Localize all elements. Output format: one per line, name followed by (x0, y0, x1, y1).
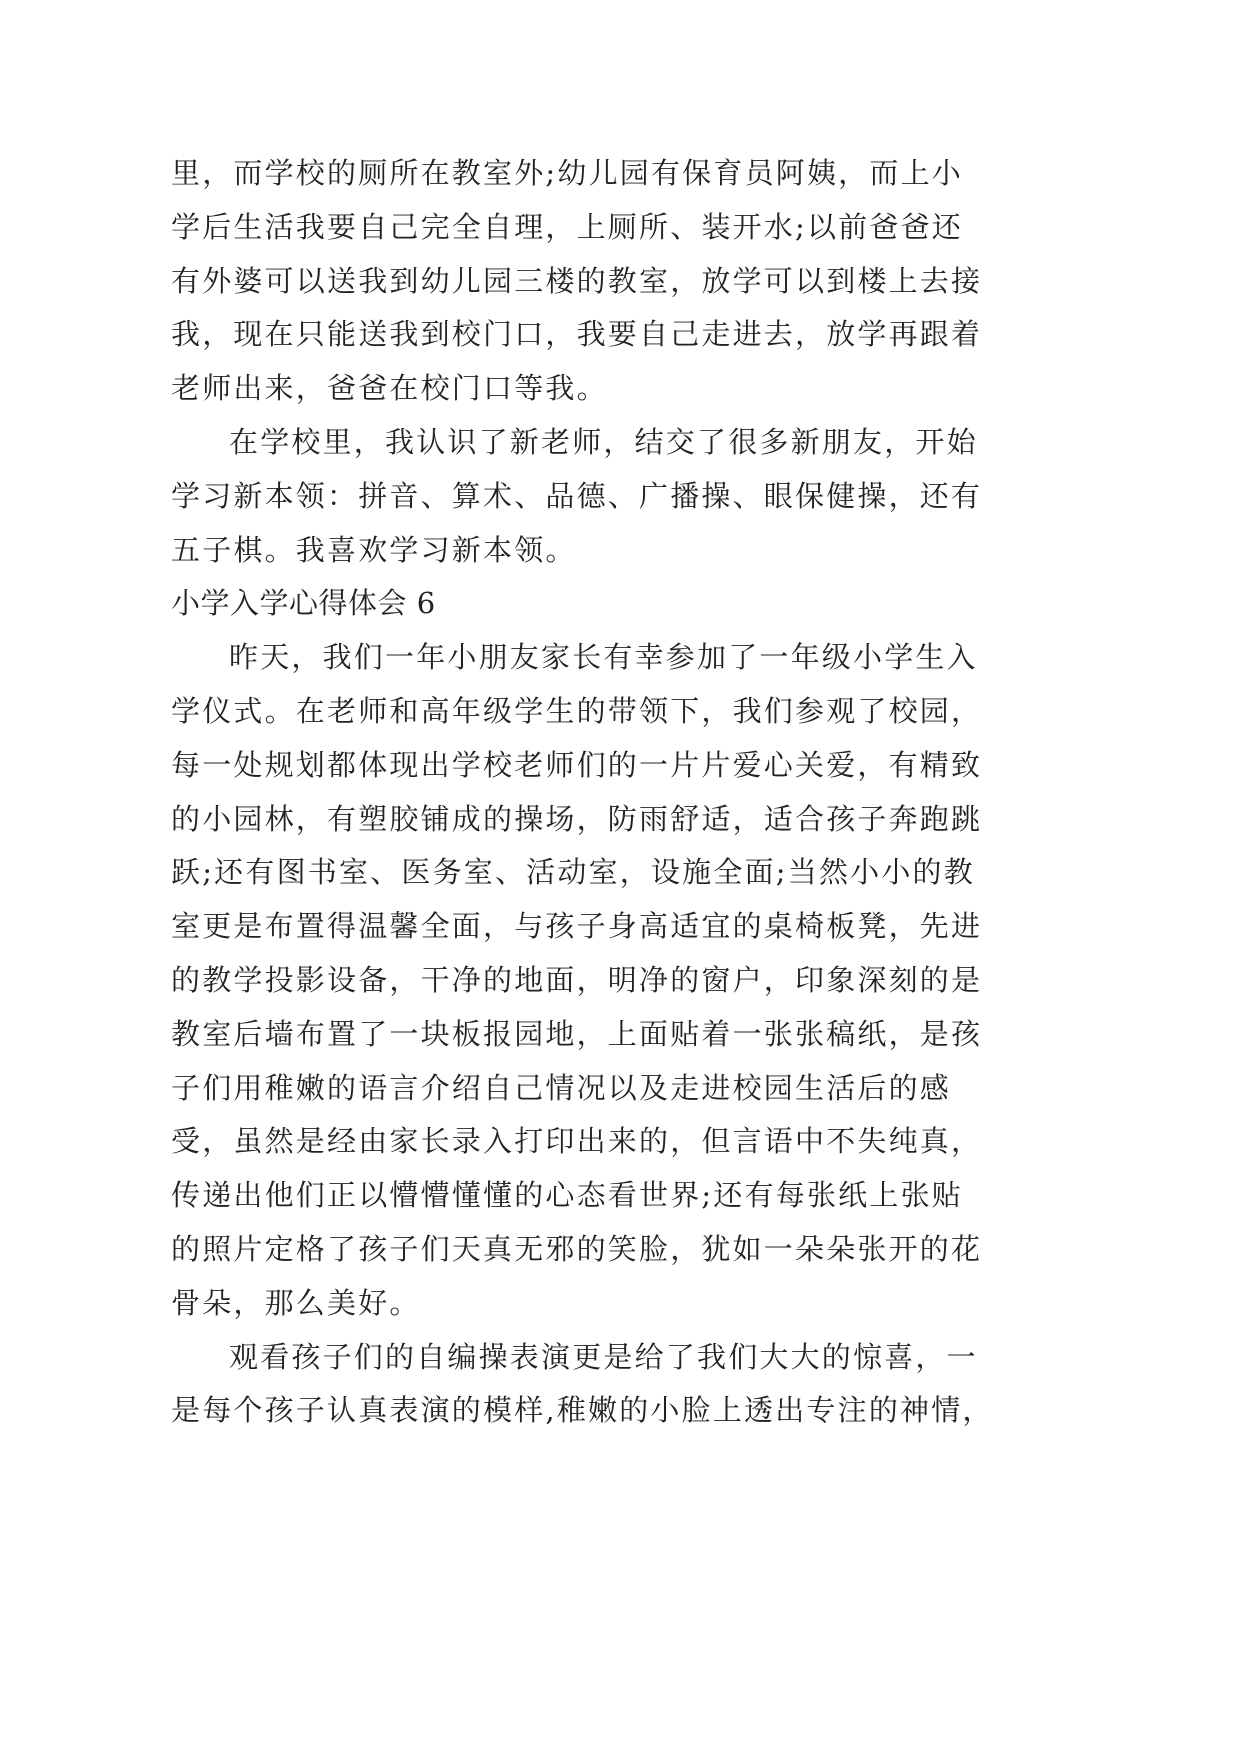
text-line: 骨朵，那么美好。 (171, 1285, 421, 1320)
paragraph-3 (171, 631, 983, 1330)
section-heading (171, 577, 941, 631)
text-line: 五子棋。我喜欢学习新本领。 (171, 532, 577, 567)
text-line: 里，而学校的厕所在教室外;幼儿园有保育员阿姨，而上小 (171, 156, 963, 190)
text-line: 教室后墙布置了一块板报园地，上面贴着一张张稿纸，是孩 (171, 1016, 983, 1051)
text-line: 昨天，我们一年小朋友家长有幸参加了一年级小学生入 (229, 640, 978, 675)
paragraph-2 (171, 416, 983, 577)
paragraph-1 (171, 147, 983, 416)
text-line: 跃;还有图书室、医务室、活动室，设施全面;当然小小的教 (171, 855, 975, 890)
text-line: 的照片定格了孩子们天真无邪的笑脸，犹如一朵朵张开的花 (171, 1231, 983, 1266)
text-line: 子们用稚嫩的语言介绍自己情况以及走进校园生活后的感 (171, 1070, 952, 1105)
text-line: 学习新本领：拼音、算术、品德、广播操、眼保健操，还有 (171, 478, 983, 513)
text-line: 传递出他们正以懵懵懂懂的心态看世界;还有每张纸上张贴 (171, 1178, 963, 1213)
text-line: 室更是布置得温馨全面，与孩子身高适宜的桌椅板凳，先进 (171, 909, 983, 944)
text-line: 的教学投影设备，干净的地面，明净的窗户，印象深刻的是 (171, 962, 983, 997)
document-body (171, 147, 994, 1438)
text-line: 老师出来，爸爸在校门口等我。 (171, 371, 608, 406)
paragraph-4 (171, 1331, 994, 1439)
text-line: 每一处规划都体现出学校老师们的一片片爱心关爱，有精致 (171, 747, 983, 782)
text-line: 在学校里，我认识了新老师，结交了很多新朋友，开始 (229, 424, 978, 459)
text-line: 学后生活我要自己完全自理，上厕所、装开水;以前爸爸还 (171, 209, 963, 244)
text-line: 有外婆可以送我到幼儿园三楼的教室，放学可以到楼上去接 (171, 263, 983, 298)
section-heading-text: 小学入学心得体会 6 (171, 586, 436, 621)
text-line: 的小园林，有塑胶铺成的操场，防雨舒适，适合孩子奔跑跳 (171, 801, 983, 836)
text-line: 观看孩子们的自编操表演更是给了我们大大的惊喜，一 (229, 1339, 978, 1374)
text-line: 我，现在只能送我到校门口，我要自己走进去，放学再跟着 (171, 317, 983, 352)
text-line: 学仪式。在老师和高年级学生的带领下，我们参观了校园， (171, 693, 983, 728)
text-line: 受，虽然是经由家长录入打印出来的，但言语中不失纯真， (171, 1124, 983, 1159)
text-line: 是每个孩子认真表演的模样,稚嫩的小脸上透出专注的神情， (171, 1393, 994, 1428)
